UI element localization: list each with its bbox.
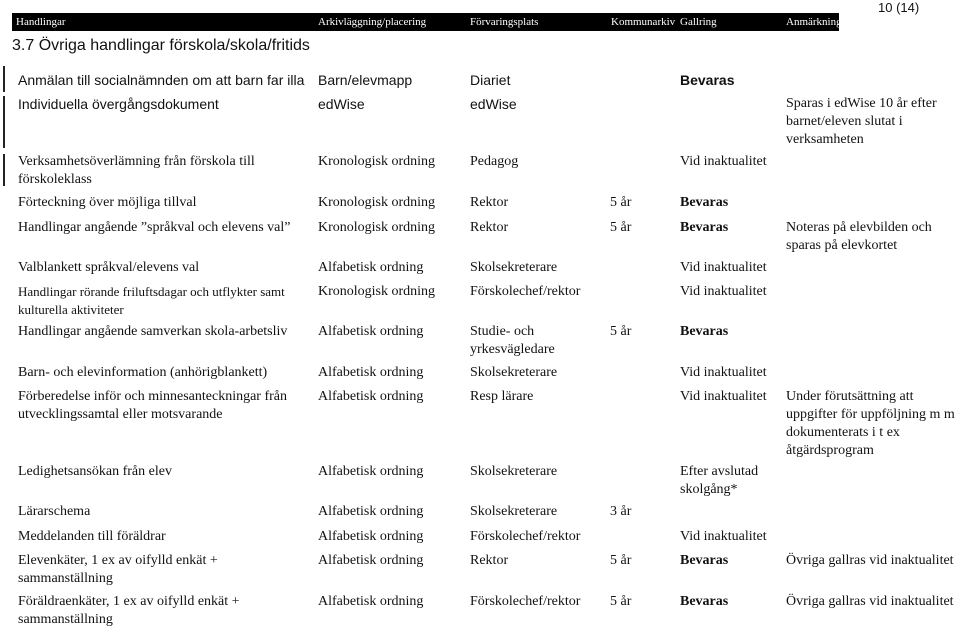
- cell-handlingar: Barn- och elevinformation (anhörigblankett): [18, 365, 268, 380]
- cell-gallring: Vid inaktualitet: [680, 284, 767, 299]
- cell-anmarkning: Övriga gallras vid inaktualitet: [786, 594, 954, 609]
- cell-forvaringsplats: Skolsekreterare: [470, 504, 558, 519]
- cell-forvaringsplats: Studie- och yrkesvägledare: [470, 324, 555, 357]
- cell-arkivlaggning: Alfabetisk ordning: [318, 464, 424, 479]
- cell-handlingar: Handlingar rörande friluftsdagar och utflykter samt kulturella aktiviteter: [18, 284, 285, 317]
- cell-handlingar: Förberedelse inför och minnesanteckningar från utvecklingssamtal eller motsvarande: [18, 389, 288, 422]
- cell-forvaringsplats: Diariet: [470, 72, 511, 88]
- table-header: [0, 0, 960, 31]
- cell-gallring: Efter avslutad skolgång*: [680, 464, 759, 497]
- cell-arkivlaggning: Barn/elevmapp: [318, 72, 413, 88]
- cell-handlingar: Lärarschema: [18, 504, 91, 519]
- cell-gallring: Bevaras: [680, 553, 729, 568]
- cell-gallring: Vid inaktualitet: [680, 365, 767, 380]
- cell-arkivlaggning: Kronologisk ordning: [318, 220, 436, 235]
- cell-gallring: Bevaras: [680, 220, 729, 235]
- cell-handlingar: Valblankett språkval/elevens val: [18, 260, 200, 275]
- revision-mark: [3, 66, 5, 92]
- header-handlingar: Handlingar: [16, 16, 66, 28]
- cell-arkivlaggning: Kronologisk ordning: [318, 154, 436, 169]
- cell-arkivlaggning: Alfabetisk ordning: [318, 365, 424, 380]
- cell-handlingar: Ledighetsansökan från elev: [18, 464, 172, 479]
- cell-gallring: Bevaras: [680, 324, 729, 339]
- cell-anmarkning: Noteras på elevbilden och sparas på elevkortet: [786, 220, 932, 253]
- header-gallring: Gallring: [680, 16, 717, 28]
- cell-gallring: Vid inaktualitet: [680, 154, 767, 169]
- revision-mark: [3, 154, 5, 186]
- cell-forvaringsplats: Förskolechef/rektor: [470, 594, 581, 609]
- cell-forvaringsplats: Resp lärare: [470, 389, 534, 404]
- cell-kommunarkiv: 3 år: [610, 504, 632, 519]
- cell-forvaringsplats: Skolsekreterare: [470, 260, 558, 275]
- cell-arkivlaggning: Alfabetisk ordning: [318, 529, 424, 544]
- cell-anmarkning: Övriga gallras vid inaktualitet: [786, 553, 954, 568]
- cell-arkivlaggning: Kronologisk ordning: [318, 284, 436, 299]
- cell-forvaringsplats: Rektor: [470, 553, 509, 568]
- cell-handlingar: Anmälan till socialnämnden om att barn far illa: [18, 72, 305, 88]
- cell-arkivlaggning: Alfabetisk ordning: [318, 504, 424, 519]
- cell-forvaringsplats: Rektor: [470, 220, 509, 235]
- header-arkivlaggning: Arkivläggning/placering: [318, 16, 427, 28]
- cell-arkivlaggning: Kronologisk ordning: [318, 195, 436, 210]
- cell-arkivlaggning: Alfabetisk ordning: [318, 260, 424, 275]
- cell-arkivlaggning: Alfabetisk ordning: [318, 553, 424, 568]
- cell-handlingar: Meddelanden till föräldrar: [18, 529, 166, 544]
- cell-forvaringsplats: Förskolechef/rektor: [470, 529, 581, 544]
- cell-forvaringsplats: edWise: [470, 96, 517, 112]
- cell-arkivlaggning: Alfabetisk ordning: [318, 324, 424, 339]
- header-kommunarkiv: Kommunarkiv: [611, 16, 676, 28]
- cell-kommunarkiv: 5 år: [610, 220, 632, 235]
- cell-handlingar: Handlingar angående samverkan skola-arbetsliv: [18, 324, 288, 339]
- cell-kommunarkiv: 5 år: [610, 594, 632, 609]
- cell-kommunarkiv: 5 år: [610, 324, 632, 339]
- cell-kommunarkiv: 5 år: [610, 553, 632, 568]
- cell-gallring: Bevaras: [680, 195, 729, 210]
- cell-forvaringsplats: Skolsekreterare: [470, 464, 558, 479]
- cell-forvaringsplats: Skolsekreterare: [470, 365, 558, 380]
- cell-anmarkning: Sparas i edWise 10 år efter barnet/eleven slutat i verksamheten: [786, 96, 937, 147]
- cell-handlingar: Föräldraenkäter, 1 ex av oifylld enkät + sammanställning: [18, 594, 240, 627]
- cell-handlingar: Verksamhetsöverlämning från förskola till förskoleklass: [18, 154, 255, 187]
- cell-gallring: Vid inaktualitet: [680, 389, 767, 404]
- cell-handlingar: Individuella övergångsdokument: [18, 96, 219, 112]
- cell-gallring: Vid inaktualitet: [680, 529, 767, 544]
- cell-gallring: Vid inaktualitet: [680, 260, 767, 275]
- cell-gallring: Bevaras: [680, 594, 729, 609]
- header-anmarkning: Anmärkning: [786, 16, 842, 28]
- cell-forvaringsplats: Pedagog: [470, 154, 519, 169]
- page-number: 10 (14): [878, 0, 920, 15]
- cell-handlingar: Förteckning över möjliga tillval: [18, 195, 197, 210]
- cell-handlingar: Elevenkäter, 1 ex av oifylld enkät + sammanställning: [18, 553, 218, 586]
- cell-arkivlaggning: Alfabetisk ordning: [318, 594, 424, 609]
- cell-anmarkning: Under förutsättning att uppgifter för uppföljning m m dokumenterats i t ex åtgärdsprogram: [786, 389, 955, 458]
- section-title: 3.7 Övriga handlingar förskola/skola/fritids: [12, 37, 310, 54]
- cell-arkivlaggning: Alfabetisk ordning: [318, 389, 424, 404]
- cell-gallring: Bevaras: [680, 72, 735, 88]
- cell-forvaringsplats: Förskolechef/rektor: [470, 284, 581, 299]
- cell-kommunarkiv: 5 år: [610, 195, 632, 210]
- cell-forvaringsplats: Rektor: [470, 195, 509, 210]
- revision-mark: [3, 96, 5, 148]
- cell-arkivlaggning: edWise: [318, 96, 365, 112]
- cell-handlingar: Handlingar angående ”språkval och elevens val”: [18, 220, 291, 235]
- header-forvaringsplats: Förvaringsplats: [470, 16, 539, 28]
